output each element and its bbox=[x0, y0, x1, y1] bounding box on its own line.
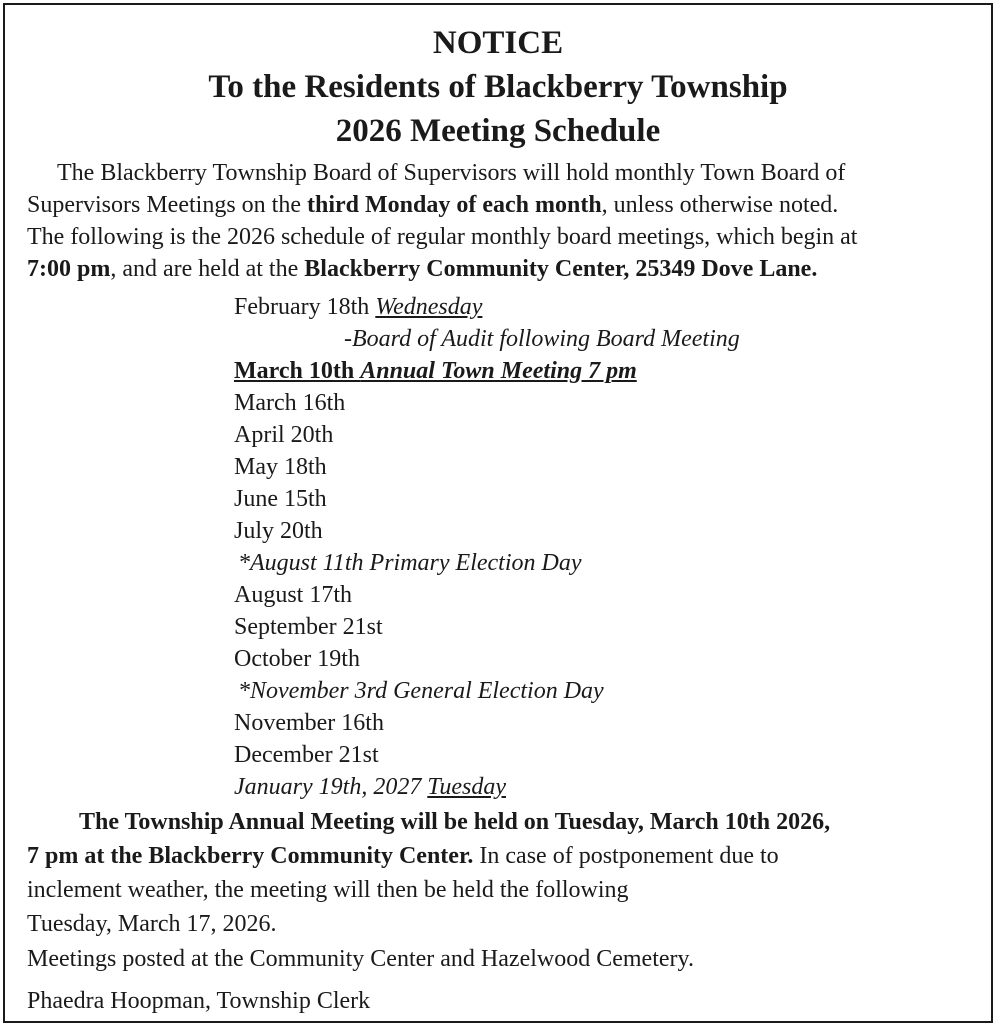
meeting-location: Blackberry Community Center, 25349 Dove Lane. bbox=[304, 256, 818, 282]
meeting-day-emphasis: third Monday of each month bbox=[306, 192, 602, 218]
schedule-item: July 20th bbox=[234, 518, 323, 544]
schedule-item: April 20th bbox=[234, 422, 334, 448]
schedule-item: November 16th bbox=[234, 710, 384, 736]
intro-paragraph bbox=[27, 157, 977, 285]
schedule-item: August 17th bbox=[234, 582, 353, 608]
intro-line: Supervisors Meetings on the third Monday of each month, unless otherwise noted. bbox=[27, 192, 839, 218]
schedule-item: March 16th bbox=[234, 390, 346, 416]
clerk-signature: Phaedra Hoopman, Township Clerk bbox=[27, 988, 371, 1014]
schedule-item: December 21st bbox=[234, 742, 379, 768]
annual-line: Tuesday, March 17, 2026. bbox=[27, 911, 277, 937]
annual-line: 7 pm at the Blackberry Community Center. In case of postponement due to bbox=[27, 843, 779, 869]
annual-line: The Township Annual Meeting will be held on Tuesday, March 10th 2026, bbox=[79, 809, 831, 835]
schedule-item-annual-meeting: March 10th Annual Town Meeting 7 pm bbox=[234, 358, 637, 384]
annual-meeting-paragraph bbox=[27, 805, 977, 941]
intro-line: The Blackberry Township Board of Supervisors will hold monthly Town Board of bbox=[57, 160, 846, 186]
schedule-item: January 19th, 2027 Tuesday bbox=[234, 774, 506, 800]
schedule-item: February 18th Wednesday bbox=[234, 294, 483, 320]
schedule-item: June 15th bbox=[234, 486, 327, 512]
schedule-item: October 19th bbox=[234, 646, 360, 672]
schedule-note: *August 11th Primary Election Day bbox=[238, 550, 582, 576]
intro-line: 7:00 pm, and are held at the Blackberry Community Center, 25349 Dove Lane. bbox=[27, 256, 818, 282]
intro-line: The following is the 2026 schedule of regular monthly board meetings, which begin at bbox=[27, 224, 858, 250]
schedule-item: September 21st bbox=[234, 614, 383, 640]
annual-line: inclement weather, the meeting will then be held the following bbox=[27, 877, 629, 903]
schedule-note: -Board of Audit following Board Meeting bbox=[344, 326, 740, 352]
meeting-schedule-list bbox=[234, 291, 740, 803]
public-notice bbox=[3, 3, 993, 1023]
schedule-note: *November 3rd General Election Day bbox=[238, 678, 604, 704]
schedule-item: May 18th bbox=[234, 454, 327, 480]
posting-locations: Meetings posted at the Community Center and Hazelwood Cemetery. bbox=[27, 946, 694, 972]
notice-subheading: To the Residents of Blackberry Township bbox=[208, 69, 788, 105]
schedule-title: 2026 Meeting Schedule bbox=[335, 113, 661, 149]
notice-heading: NOTICE bbox=[432, 25, 564, 61]
meeting-time: 7:00 pm bbox=[27, 256, 111, 282]
